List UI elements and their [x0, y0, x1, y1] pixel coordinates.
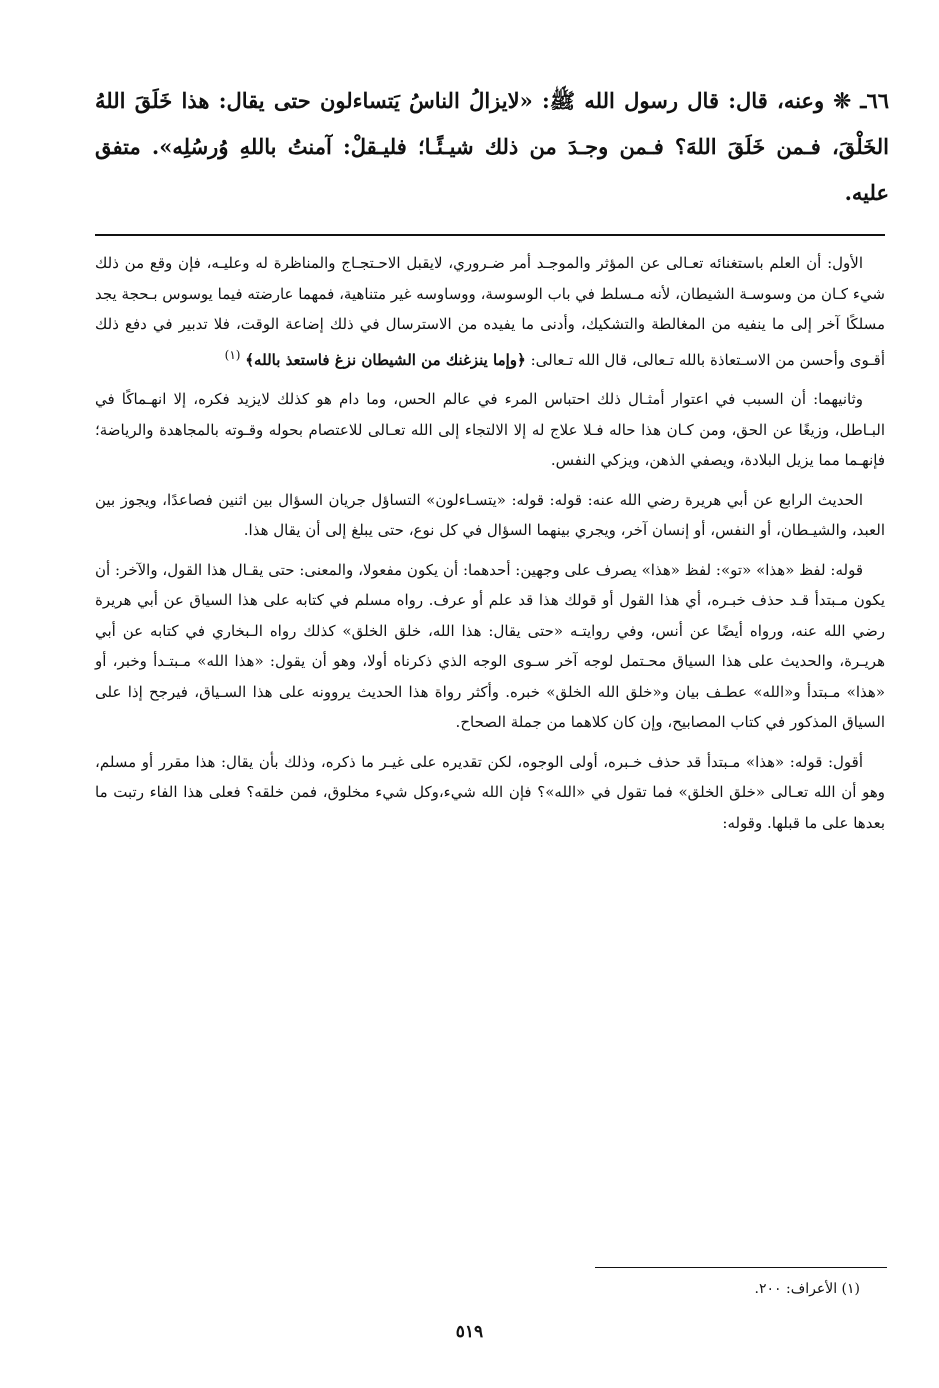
commentary-paragraph-3: الحديث الرابع عن أبي هريرة رضي الله عنه: قوله: قوله: «يتسـاءلون» التساؤل جريان السؤال بين اثنين فصاعدًا، ويجوز بين العبد، والشيـطان، أو النفس، أو إنسان آخر، ويجري بينهما السؤال في كل نوع، حتى يبلغ إلى أن يقال هذا. — [95, 490, 885, 539]
footnote-reference[interactable]: (١) — [224, 347, 241, 362]
hadith-number: ٦٦ـ ❊ — [833, 88, 890, 113]
quran-verse: ﴿وإما ينزغنك من الشيطان نزغ فاستعذ بالله﴾ — [245, 350, 526, 369]
hadith-body: وعنه، قال: قال رسول الله ﷺ: «لايزالُ الناسُ يَتساءلون حتى يقال: هذا خَلَقَ اللهُ الخَلْقَ، فـمن خَلَقَ اللهَ؟ فـمن وجـدَ من ذلك شيـئًـا؛ فليـقلْ: آمنتُ باللهِ وُرسُلِه». متفق عليه. — [95, 88, 889, 205]
commentary-paragraph-2: وثانيهما: أن السبب في اعتوار أمثـال ذلك احتباس المرء في عالم الحس، وما دام هو كذلك لايزيد فكره، إلا انهـماكًا في البـاطل، وزيغًا عن الحق، ومن كـان هذا حاله فـلا علاج له إلا الالتجاء إلى الله تعـالى للاعتصام بحوله وقـوته بالمجاهدة والرياضة؛ فإنهـما مما يزيل البلادة، ويصفي الذهن، ويزكي النفس. — [95, 390, 885, 469]
main-separator-line — [95, 234, 885, 236]
commentary-paragraph-1 — [95, 248, 885, 375]
page-number: ٥١٩ — [455, 1322, 484, 1342]
footnote: (١) الأعراف: ٢٠٠. — [754, 1281, 860, 1297]
commentary-paragraph-5: أقول: قوله: «هذا» مـبتدأ قد حذف خـبره، أولى الوجوه، لكن تقديره على غيـر ما ذكره، وذلك بأن يقال: هذا مقرر أو مسلم، وهو أن الله تعـالى «خلق الخلق» فما تقول في «الله»؟ فإن الله شيء،وكل شيء مخلوق، فمن خلقه؟ فعلى هذا الفاء رتبت ما بعدها على ما قبلها. وقوله: — [95, 752, 885, 832]
footnote-separator-line — [595, 1267, 887, 1268]
commentary-block — [95, 248, 885, 847]
hadith-text-block — [95, 78, 889, 216]
commentary-p1-text: الأول: أن العلم باستغنائه تعـالى عن المؤثر والموجـد أمر ضـروري، لايقبل الاحـتجـاج والمناظرة له وعليـه، فإن وقع من ذلك شيء كـان من وسوسـة الشيطان، لأنه مـسلط في باب الوسوسة، ووساوسه غير متناهية، فمهما عارضته فيما يوسوس بـحجة يجد مسلكًا آخر إلى ما ينفيه من المغالطة والتشكيك، وأدنى ما يفيده من الاسترسال في ذلك إضاعة الوقت، فلا تدبير في دفع ذلك أقـوى وأحسن من الاسـتعاذة بالله تـعالى، قال الله تـعالى: — [95, 254, 885, 369]
commentary-paragraph-4: قوله: لفظ «هذا» «تو»: لفظ «هذا» يصرف على وجهين: أحدهما: أن يكون مفعولا، والمعنى: حتى يقـال هذا القول، والآخر: أن يكون مـبتدأ قـد حذف خبـره، أي هذا القول أو قولك هذا قد علم أو عرف. رواه مسلم في كتابه على هذا السياق عن أبي هريرة رضي الله عنه، ورواه أيضًا عن أنس، وفي روايتـه «حتى يقال: هذا الله، خلق الخلق» كذلك رواه الـبخاري في كتابه عن أبي هريـرة، والحديث على هذا السياق محـتمل لوجه آخر سـوى الوجه الذي ذكرناه أولا، وهو أن يقول: «هذا الله» مـبتـدأ وخبر، أو «هذا» مـبتدأ و«الله» عطـف بيان و«خلق الله الخلق» خبره. وأكثر رواة هذا الحديث يروونه على هذا السـياق، فيرجح إذا على السياق المذكور في كتاب المصابيح، وإن كان كلاهما من جملة الصحاح. — [95, 560, 885, 731]
